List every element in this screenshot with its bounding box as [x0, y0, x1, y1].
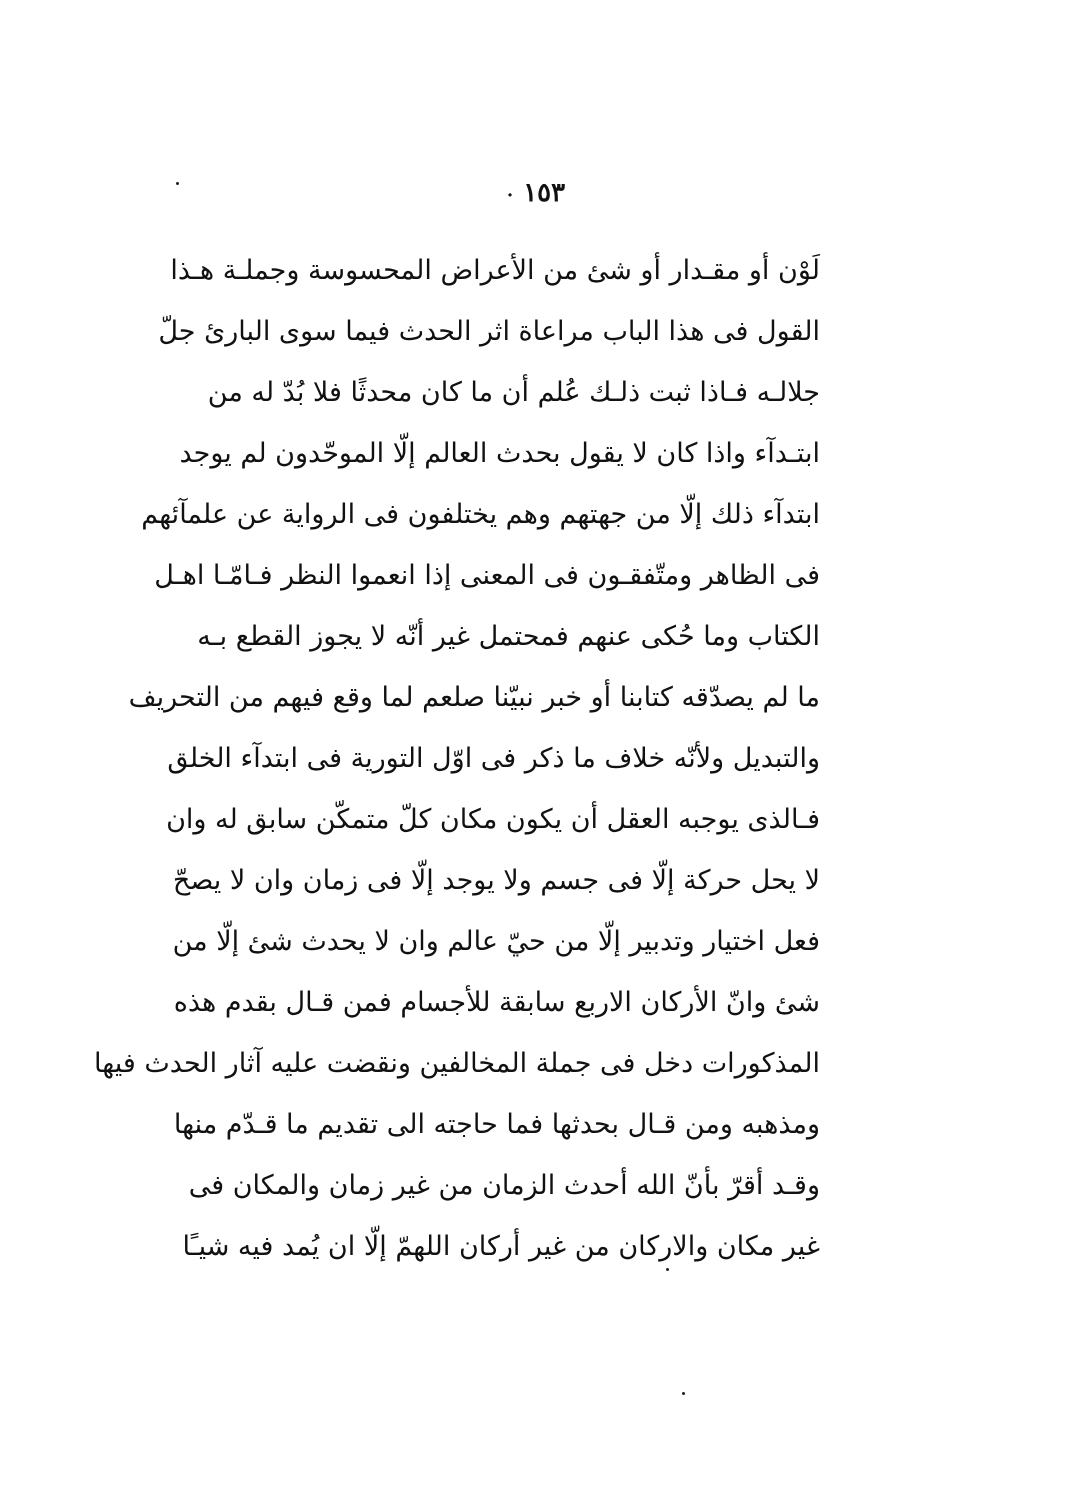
text-line: جلالـه فـاذا ثبت ذلـك عُلم أن ما كان محدثًا فلا بُدّ له من: [207, 377, 820, 408]
scan-speck: [176, 182, 179, 185]
page-number: ١٥٣: [523, 178, 566, 208]
text-line: لَوْن أو مقـدار أو شئ من الأعراض المحسوسة وجملـة هـذا: [170, 255, 820, 286]
text-line: المذكورات دخل فى جملة المخالفين ونقضت عليه آثار الحدث فيها: [94, 1048, 820, 1079]
scan-speck: [682, 1392, 685, 1395]
text-line: فعل اختيار وتدبير إلّا من حيّ عالم وان لا يحدث شئ إلّا من: [172, 926, 820, 957]
text-line: غير مكان والاركان من غير أركان اللهمّ إلّا ان يُمد فيه شيـًا: [182, 1231, 820, 1262]
scan-speck: [666, 1268, 669, 1271]
text-line: ابتدآء ذلك إلّا من جهتهم وهم يختلفون فى الرواية عن علمآئهم: [141, 499, 820, 530]
text-line: ابتـدآء واذا كان لا يقول بحدث العالم إلّا الموحّدون لم يوجد: [179, 438, 820, 469]
text-line: فـالذى يوجبه العقل أن يكون مكان كلّ متمكّن سابق له وان: [166, 804, 820, 835]
page-header: [0, 178, 1072, 208]
header-dot: ·: [506, 185, 514, 206]
text-line: الكتاب وما حُكى عنهم فمحتمل غير أنّه لا يجوز القطع بـه: [197, 621, 820, 652]
text-line: ومذهبه ومن قـال بحدثها فما حاجته الى تقديم ما قـدّم منها: [173, 1109, 820, 1140]
text-line: شئ وانّ الأركان الاربع سابقة للأجسام فمن قـال بقدم هذه: [173, 987, 820, 1018]
text-line: لا يحل حركة إلّا فى جسم ولا يوجد إلّا فى زمان وان لا يصحّ: [172, 865, 820, 896]
text-line: وقـد أقرّ بأنّ الله أحدث الزمان من غير زمان والمكان فى: [188, 1170, 820, 1201]
text-body: [94, 240, 820, 1277]
text-line: ما لم يصدّقه كتابنا أو خبر نبيّنا صلعم لما وقع فيهم من التحريف: [128, 682, 820, 713]
text-line: فى الظاهر ومتّفقـون فى المعنى إذا انعموا النظر فـامّـا اهـل: [154, 560, 820, 591]
text-line: والتبديل ولأنّه خلاف ما ذكر فى اوّل التورية فى ابتدآء الخلق: [167, 743, 820, 774]
text-line: القول فى هذا الباب مراعاة اثر الحدث فيما سوى البارئ جلّ: [158, 316, 820, 347]
